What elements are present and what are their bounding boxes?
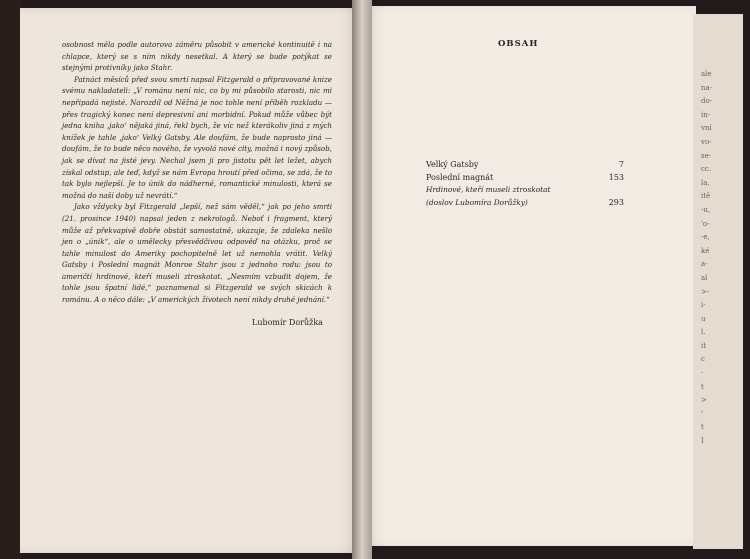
toc-entry — [426, 172, 624, 185]
toc-entry-title: Hrdinové, kteří museli ztroskotat — [426, 185, 551, 194]
paragraph: osobnost měla podle autorova záměru působit v americké kontinuitě i na chlapce, který se s ním nikdy nesetkal. A který se bude potýkat se stejnými protivníky jako Stahr. — [62, 40, 332, 73]
book-cover-edge — [0, 0, 22, 559]
paragraph: Jako vždycky byl Fitzgerald „lepší, než sám věděl,“ jak po jeho smrti (21. prosince 1940) napsal jeden z nekrologů. Neboť i fragment, který může až překvapivě dobře obstát samostatně, ukazuje, že zdaleka nešlo jen o „únik“, ale o umělecky přesvědčivou odpověď na otázku, proč se tahle minulost do Ameriky pochopitelně let už nemohla vrátit. Velký Gatsby i Poslední magnát Monroe Stahr jsou z jednoho rodu: jsou to američtí hrdinové, kteří museli ztroskotat. „Nesmím vzbudit dojem, že tohle jsou špatní lidé,“ poznamenal si Fitzgerald ve svých skicách k románu. A o něco dále: „V amerických životech není nikdy druhé jednání.“ — [62, 202, 332, 305]
afterword-text — [62, 39, 332, 306]
underlying-page-edge — [693, 14, 743, 549]
toc-entry-title: Velký Gatsby — [426, 160, 479, 169]
toc-entry-page: 153 — [608, 172, 624, 182]
book-spine — [352, 0, 372, 559]
contents-title: OBSAH — [498, 39, 539, 49]
toc-entry-page: 293 — [608, 197, 624, 207]
author-signature: Lubomír Dorůžka — [252, 318, 323, 327]
toc-entry — [426, 197, 624, 210]
underlying-page-text: ale na- do- in- vní vo- se- cc. la, itě -u, 'o- -e, ké a- al >- i- u l. it c - t > ' t I — [701, 70, 713, 446]
toc-entry-title: Poslední magnát — [426, 172, 494, 182]
right-page — [363, 6, 696, 546]
toc-entry — [426, 184, 624, 197]
toc-entry-page: 7 — [618, 160, 624, 169]
toc-entry — [426, 159, 624, 172]
paragraph: Patnáct měsíců před svou smrtí napsal Fitzgerald o připravované knize svému nakladateli: „V románu není nic, co by mi působilo starosti, nic mi nepřipadá nejisté. Narozdíl od Něžná je noc tohle není příběh rozkladu — přes tragický konec není depresivní ani morbidní. Pokud může vůbec být jedna kniha ‚jako‘ nějaká jiná, řekl bych, že víc než kterákoliv jiná z mých knížek je tahle ‚jako‘ Velký Gatsby. Ale doufám, že bude naprosto jiná — doufám, že to bude něco nového, že vyvolá nové city, možná i nový způsob, jak se dívat na jisté jevy. Nechal jsem ji pro jistotu pět let ležet, abych získal odstup, ale teď, když se nám Evropa hroutí před očima, se zdá, že to tak bylo nejlepší. Je to únik do nádherné, romantické minulosti, která se možná do naší doby už nevrátí.“ — [62, 74, 332, 200]
table-of-contents — [426, 159, 624, 209]
toc-entry-title: (doslov Lubomíra Dorůžky) — [426, 197, 528, 207]
